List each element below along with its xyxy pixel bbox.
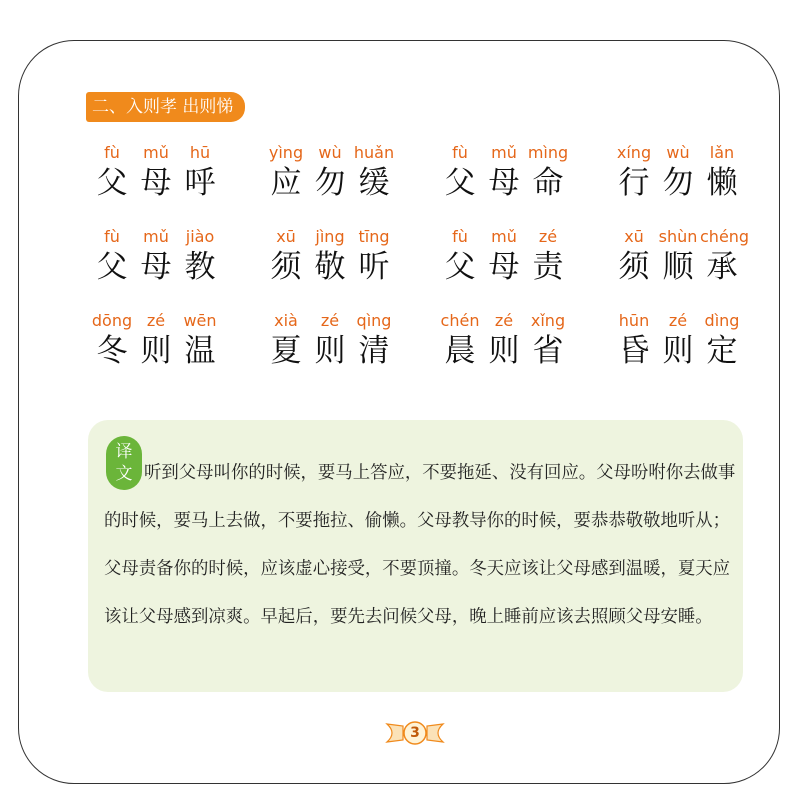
verse-phrase [438, 226, 612, 286]
hanzi-character: 夏 [270, 333, 302, 369]
verse-character [438, 142, 482, 202]
verse-phrase [438, 310, 612, 370]
pinyin-label: fù [452, 143, 468, 162]
verse-phrase [612, 226, 750, 286]
verse-character [700, 142, 744, 202]
pinyin-label: lǎn [709, 143, 735, 162]
hanzi-character: 父 [96, 165, 128, 201]
hanzi-character: 敬 [314, 249, 346, 285]
hanzi-character: 勿 [314, 165, 346, 201]
pinyin-label: zé [668, 311, 688, 330]
verse-character [482, 226, 526, 286]
hanzi-character: 母 [488, 249, 520, 285]
verse-character [700, 226, 750, 286]
hanzi-character: 则 [140, 333, 172, 369]
verse-character [656, 310, 700, 370]
pinyin-label: mìng [527, 143, 569, 162]
pinyin-label: zé [146, 311, 166, 330]
hanzi-character: 教 [184, 249, 216, 285]
verse-character [612, 310, 656, 370]
hanzi-character: 母 [488, 165, 520, 201]
translation-badge-char: 文 [115, 464, 133, 484]
verse-phrase [438, 142, 612, 202]
verse-phrase [612, 310, 750, 370]
pinyin-label: mǔ [143, 227, 169, 246]
verse-character [264, 226, 308, 286]
pinyin-label: zé [494, 311, 514, 330]
verse-character [308, 142, 352, 202]
hanzi-character: 母 [140, 249, 172, 285]
verse-character [90, 310, 134, 370]
hanzi-character: 命 [532, 165, 564, 201]
hanzi-character: 责 [532, 249, 564, 285]
hanzi-character: 晨 [444, 333, 476, 369]
verse-character [308, 226, 352, 286]
pinyin-label: hūn [618, 311, 650, 330]
hanzi-character: 则 [314, 333, 346, 369]
pinyin-label: chén [440, 311, 480, 330]
hanzi-character: 须 [618, 249, 650, 285]
pinyin-label: huǎn [353, 143, 395, 162]
verse-character [264, 310, 308, 370]
verse-character [656, 226, 700, 286]
verse-character [700, 310, 744, 370]
hanzi-character: 听 [358, 249, 390, 285]
hanzi-character: 省 [532, 333, 564, 369]
verse-character [438, 310, 482, 370]
verse-character [656, 142, 700, 202]
verse-character [526, 226, 570, 286]
verse-character [178, 226, 222, 286]
pinyin-label: xū [624, 227, 644, 246]
hanzi-character: 须 [270, 249, 302, 285]
pinyin-label: yìng [268, 143, 304, 162]
verse-character [90, 142, 134, 202]
hanzi-character: 行 [618, 165, 650, 201]
section-title: 二、入则孝 出则悌 [86, 92, 245, 122]
pinyin-label: mǔ [491, 227, 517, 246]
verse-phrase [90, 142, 264, 202]
verse-character [178, 310, 222, 370]
hanzi-character: 温 [184, 333, 216, 369]
translation-text: 听到父母叫你的时候，要马上答应，不要拖延、没有回应。父母吩咐你去做事的时候，要马上去做，不要拖拉、偷懒。父母教导你的时候，要恭恭敬敬地听从；父母责备你的时候，应该虚心接受，不要顶撞。冬天应该让父母感到温暖，夏天应该让父母感到凉爽。早起后，要先去问候父母，晚上睡前应该去照顾父母安睡。 [104, 463, 736, 627]
pinyin-label: chéng [700, 227, 750, 246]
verse-character [352, 226, 396, 286]
verse-phrase [90, 310, 264, 370]
verse-character [308, 310, 352, 370]
verse-character [134, 142, 178, 202]
hanzi-character: 则 [662, 333, 694, 369]
pinyin-label: xū [276, 227, 296, 246]
verse-character [90, 226, 134, 286]
pinyin-label: tīng [358, 227, 390, 246]
verse-character [482, 310, 526, 370]
pinyin-label: zé [538, 227, 558, 246]
pinyin-label: jìng [315, 227, 345, 246]
verse-character [526, 142, 570, 202]
translation-badge-char: 译 [115, 442, 133, 462]
verse-character [438, 226, 482, 286]
verse-character [352, 142, 396, 202]
verse-phrase [90, 226, 264, 286]
pinyin-label: wēn [183, 311, 217, 330]
pinyin-label: hū [189, 143, 211, 162]
pinyin-label: fù [104, 227, 120, 246]
verse-character [178, 142, 222, 202]
pinyin-label: xǐng [530, 311, 566, 330]
verse-character [352, 310, 396, 370]
verse-character [526, 310, 570, 370]
verse-phrase [612, 142, 750, 202]
hanzi-character: 应 [270, 165, 302, 201]
verse-character [134, 310, 178, 370]
pinyin-label: mǔ [143, 143, 169, 162]
pinyin-label: zé [320, 311, 340, 330]
hanzi-character: 勿 [662, 165, 694, 201]
page-number-text: 3 [410, 725, 420, 741]
pinyin-label: shùn [658, 227, 698, 246]
hanzi-character: 父 [444, 165, 476, 201]
pinyin-label: mǔ [491, 143, 517, 162]
hanzi-character: 母 [140, 165, 172, 201]
hanzi-character: 承 [706, 249, 738, 285]
hanzi-character: 则 [488, 333, 520, 369]
pinyin-label: xíng [616, 143, 652, 162]
pinyin-label: fù [104, 143, 120, 162]
hanzi-character: 父 [96, 249, 128, 285]
pinyin-label: xià [274, 311, 298, 330]
verse-phrase [264, 310, 438, 370]
verse-character [482, 142, 526, 202]
verse-grid [90, 142, 750, 370]
pinyin-label: qìng [356, 311, 392, 330]
pinyin-label: wù [666, 143, 690, 162]
pinyin-label: wù [318, 143, 342, 162]
verse-character [134, 226, 178, 286]
verse-character [264, 142, 308, 202]
pinyin-label: dōng [91, 311, 133, 330]
hanzi-character: 清 [358, 333, 390, 369]
verse-character [612, 226, 656, 286]
pinyin-label: jiào [185, 227, 215, 246]
hanzi-character: 懒 [706, 165, 738, 201]
hanzi-character: 昏 [618, 333, 650, 369]
verse-phrase [264, 142, 438, 202]
pinyin-label: fù [452, 227, 468, 246]
hanzi-character: 呼 [184, 165, 216, 201]
hanzi-character: 缓 [358, 165, 390, 201]
pinyin-label: dìng [704, 311, 740, 330]
page-number [383, 718, 447, 748]
hanzi-character: 顺 [662, 249, 694, 285]
verse-character [612, 142, 656, 202]
hanzi-character: 定 [706, 333, 738, 369]
verse-phrase [264, 226, 438, 286]
hanzi-character: 父 [444, 249, 476, 285]
hanzi-character: 冬 [96, 333, 128, 369]
